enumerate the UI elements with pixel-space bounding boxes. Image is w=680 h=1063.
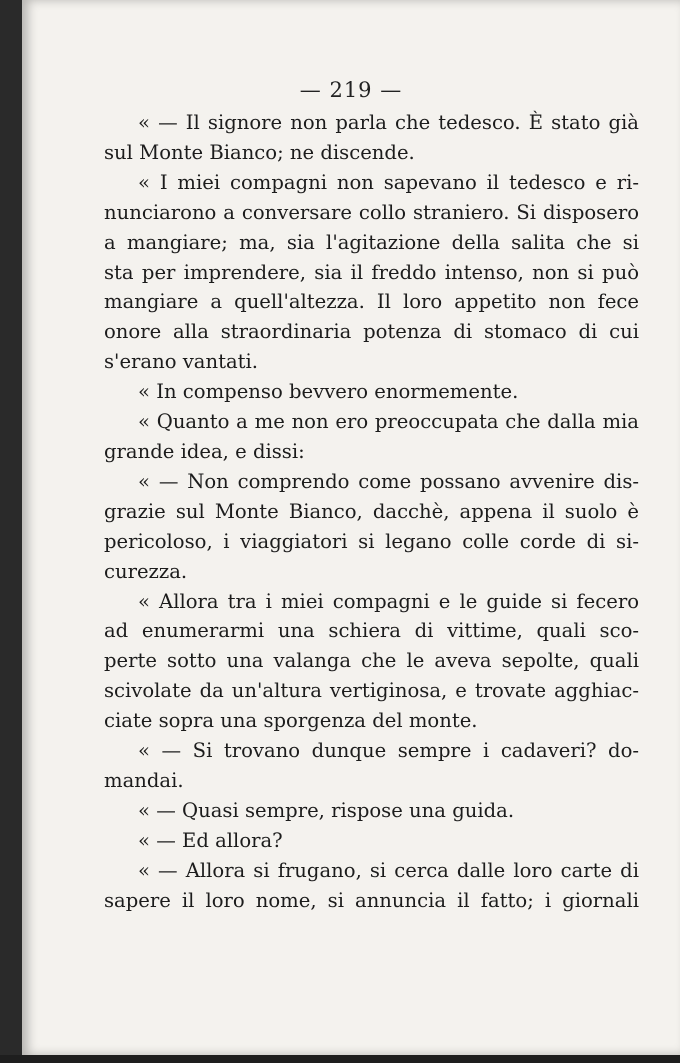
page-body-text	[104, 108, 639, 915]
text-line: perte sotto una valanga che le aveva sepolte, quali	[104, 649, 639, 673]
page-bottom-edge	[0, 1055, 680, 1063]
text-line: nunciarono a conversare collo straniero. Si disposero	[104, 200, 639, 224]
text-line: sul Monte Bianco; ne discende.	[104, 140, 415, 164]
text-line: « — Allora si frugano, si cerca dalle loro carte di	[138, 858, 639, 882]
text-line: curezza.	[104, 559, 188, 583]
text-line: onore alla straordinaria potenza di stomaco di cui	[104, 320, 639, 344]
text-line: « — Si trovano dunque sempre i cadaveri? do-	[138, 739, 639, 763]
text-line: sta per imprendere, sia il freddo intenso, non si può	[104, 260, 639, 284]
text-line: « — Quasi sempre, rispose una guida.	[138, 798, 515, 822]
text-line: grande idea, e dissi:	[104, 439, 305, 463]
text-line: « — Non comprendo come possano avvenire dis-	[138, 469, 639, 493]
text-line: ad enumerarmi una schiera di vittime, quali sco-	[104, 619, 639, 643]
page-number: — 219 —	[299, 78, 403, 102]
text-line: scivolate da un'altura vertiginosa, e trovate agghiac-	[104, 679, 639, 703]
text-line: « Allora tra i miei compagni e le guide si fecero	[138, 589, 639, 613]
text-line: « — Ed allora?	[138, 828, 283, 852]
page-binding-edge	[0, 0, 22, 1063]
text-line: pericoloso, i viaggiatori si legano colle corde di si-	[104, 529, 639, 553]
text-line: « In compenso bevvero enormemente.	[138, 380, 519, 404]
text-line: mandai.	[104, 768, 184, 792]
text-line: sapere il loro nome, si annuncia il fatto; i giornali	[104, 888, 639, 912]
text-line: « — Il signore non parla che tedesco. È stato già	[138, 111, 639, 134]
text-line: mangiare a quell'altezza. Il loro appetito non fece	[104, 290, 639, 314]
text-line: « Quanto a me non ero preoccupata che dalla mia	[138, 410, 639, 434]
text-line: grazie sul Monte Bianco, dacchè, appena il suolo è	[104, 499, 639, 523]
text-line: ciate sopra una sporgenza del monte.	[104, 709, 478, 733]
book-page	[22, 0, 680, 1055]
text-line: « I miei compagni non sapevano il tedesco e ri-	[138, 170, 639, 194]
text-line: a mangiare; ma, sia l'agitazione della salita che si	[104, 230, 639, 254]
text-line: s'erano vantati.	[104, 350, 259, 374]
